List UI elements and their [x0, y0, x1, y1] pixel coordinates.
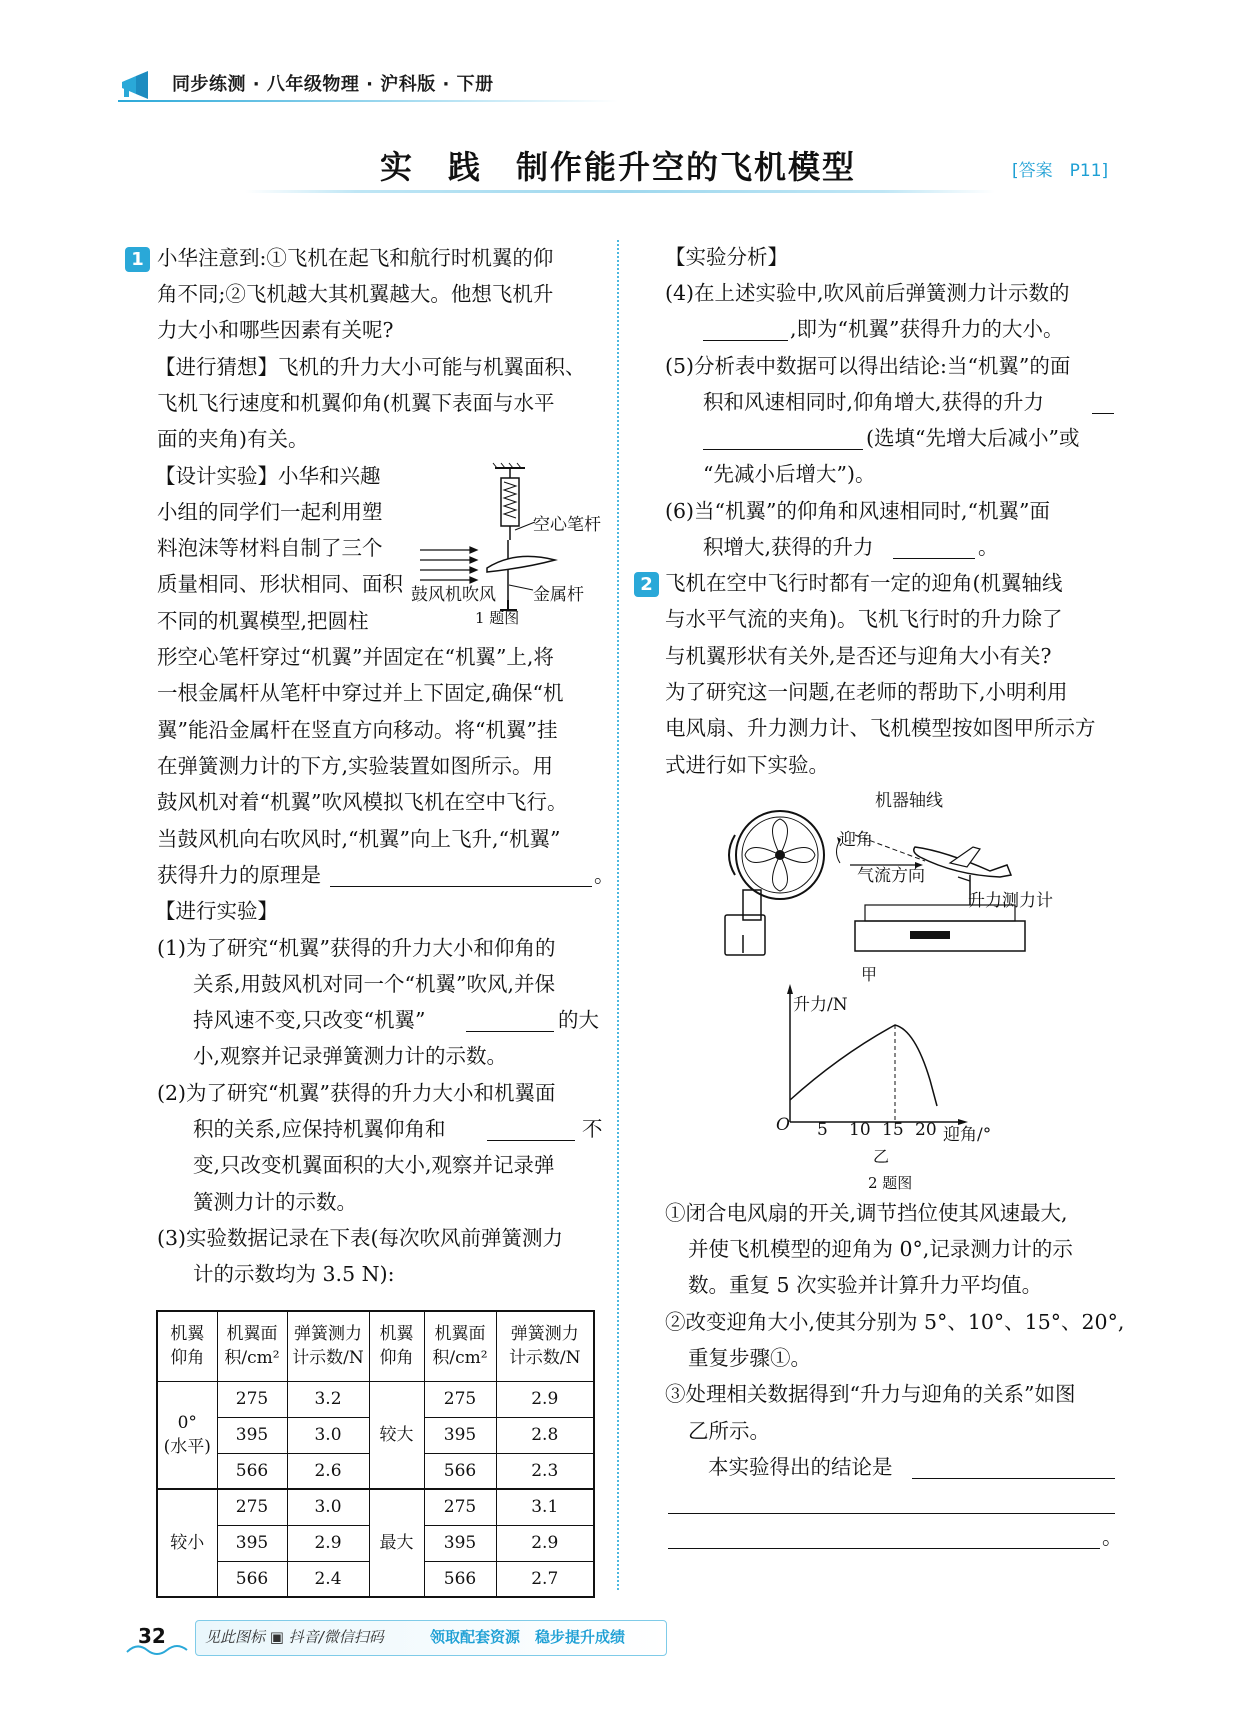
right-line: (选填“先增大后减小”或 [866, 426, 1080, 450]
table-cell: 275 [217, 1489, 287, 1525]
table-cell: 566 [424, 1561, 496, 1597]
figure-2a-label: 升力测力计 [968, 891, 1053, 911]
wave-ornament-icon [125, 1640, 195, 1660]
q2-step: 乙所示。 [688, 1419, 770, 1443]
q1-line: 【进行实验】 [155, 899, 278, 923]
table-cell: 566 [217, 1561, 287, 1597]
graph-tick: 5 [817, 1120, 828, 1140]
q1-line: (1)为了研究“机翼”获得的升力大小和仰角的 [157, 936, 556, 960]
right-line: (5)分析表中数据可以得出结论:当“机翼”的面 [665, 354, 1071, 378]
table-cell: 2.3 [496, 1453, 594, 1489]
answer-blank[interactable] [912, 1478, 1115, 1479]
answer-reference: [答案 P11] [1012, 161, 1109, 181]
q1-line: 积的关系,应保持机翼仰角和 [193, 1117, 446, 1141]
table-cell: 3.0 [287, 1417, 369, 1453]
table-cell: 3.2 [287, 1381, 369, 1417]
q1-line: 【设计实验】小华和兴趣 [155, 464, 381, 488]
table-header [369, 1311, 424, 1381]
page-number: 32 [138, 1624, 166, 1648]
table-header [424, 1311, 496, 1381]
q1-line: 角不同;②飞机越大其机翼越大。他想飞机升 [157, 282, 554, 306]
table-cell: 3.0 [287, 1489, 369, 1525]
q2-step: ②改变迎角大小,使其分别为 5°、10°、15°、20°, [665, 1310, 1125, 1334]
header-line: 仰角 [379, 1348, 414, 1369]
table-cell: 3.1 [496, 1489, 594, 1525]
right-line: ,即为“机翼”获得升力的大小。 [790, 317, 1064, 341]
q2-line: 与水平气流的夹角)。飞机飞行时的升力除了 [665, 607, 1063, 631]
q1-period: 。 [594, 863, 615, 887]
table-cell: 2.9 [496, 1525, 594, 1561]
q1-line: 当鼓风机向右吹风时,“机翼”向上飞升,“机翼” [157, 827, 561, 851]
header-line: 机翼 [170, 1324, 205, 1345]
q1-line: 力大小和哪些因素有关呢? [157, 318, 394, 342]
header-title: 同步练测 · 八年级物理 · 沪科版 · 下册 [172, 74, 494, 95]
page-title: 实 践 制作能升空的飞机模型 [379, 148, 856, 186]
header-line: 机翼 [379, 1324, 414, 1345]
right-line: 积增大,获得的升力 [703, 535, 874, 559]
q1-line: 不同的机翼模型,把圆柱 [157, 609, 369, 633]
q1-line: 形空心笔杆穿过“机翼”并固定在“机翼”上,将 [157, 645, 554, 669]
figure-1-label: 金属杆 [533, 585, 584, 605]
table-cell: 395 [217, 1417, 287, 1453]
footer-resource-text: 领取配套资源 稳步提升成绩 [430, 1628, 626, 1646]
table-cell: 275 [424, 1489, 496, 1525]
table-cell: 2.6 [287, 1453, 369, 1489]
footer-scan-text: 见此图标 ▣ 抖音/微信扫码 [205, 1628, 384, 1646]
q1-line: 获得升力的原理是 [157, 863, 321, 887]
q2-step: 重复步骤①。 [688, 1346, 811, 1370]
angle-cell [157, 1381, 217, 1489]
q2-period: 。 [1102, 1525, 1123, 1549]
header-rule [118, 100, 618, 102]
right-line: (6)当“机翼”的仰角和风速相同时,“机翼”面 [665, 499, 1050, 523]
q2-step: 并使飞机模型的迎角为 0°,记录测力计的示 [688, 1237, 1073, 1261]
q1-line: 小,观察并记录弹簧测力计的示数。 [193, 1044, 508, 1068]
megaphone-icon [118, 70, 158, 100]
header-line: 机翼面 [434, 1324, 486, 1345]
table-header [217, 1311, 287, 1381]
q1-line: 翼”能沿金属杆在竖直方向移动。将“机翼”挂 [157, 718, 558, 742]
right-line: “先减小后增大”)。 [703, 462, 876, 486]
header-line: 积/cm² [432, 1348, 488, 1369]
q1-line: 的大 [558, 1008, 599, 1032]
title-underline [245, 190, 995, 193]
q2-line: 式进行如下实验。 [665, 753, 829, 777]
q1-line: 面的夹角)有关。 [157, 427, 309, 451]
answer-blank[interactable] [1092, 413, 1114, 414]
graph-origin: O [776, 1115, 790, 1135]
table-cell: 2.9 [287, 1525, 369, 1561]
q1-line: 质量相同、形状相同、面积 [157, 572, 403, 596]
q1-line: 一根金属杆从笔杆中穿过并上下固定,确保“机 [157, 681, 564, 705]
table-cell: 275 [217, 1381, 287, 1417]
q1-line: 料泡沫等材料自制了三个 [157, 536, 383, 560]
q1-line: 飞机飞行速度和机翼仰角(机翼下表面与水平 [157, 391, 555, 415]
header-line: 弹簧测力 [510, 1324, 579, 1345]
answer-blank[interactable] [330, 886, 592, 887]
q1-line: (2)为了研究“机翼”获得的升力大小和机翼面 [157, 1081, 556, 1105]
q2-line: 为了研究这一问题,在老师的帮助下,小明利用 [665, 680, 1068, 704]
table-cell: 2.9 [496, 1381, 594, 1417]
answer-blank[interactable] [466, 1031, 554, 1032]
header-line: 计示数/N [508, 1348, 581, 1369]
graph-tick: 15 [882, 1120, 904, 1140]
table-cell: 566 [217, 1453, 287, 1489]
figure-1-label: 空心笔杆 [533, 515, 601, 535]
q1-line: 计的示数均为 3.5 N): [193, 1262, 395, 1286]
q1-line: 簧测力计的示数。 [193, 1190, 357, 1214]
angle-cell: 较小 [157, 1489, 217, 1597]
table-cell: 395 [217, 1525, 287, 1561]
question-number-2: 2 [634, 572, 659, 597]
header-line: 弹簧测力 [294, 1324, 362, 1345]
table-cell: 395 [424, 1525, 496, 1561]
answer-blank[interactable] [668, 1513, 1115, 1514]
header-line: 积/cm² [224, 1348, 280, 1369]
answer-blank[interactable] [703, 449, 863, 450]
q1-line: 变,只改变机翼面积的大小,观察并记录弹 [193, 1153, 555, 1177]
right-line: 【实验分析】 [665, 245, 788, 269]
q1-line: 关系,用鼓风机对同一个“机翼”吹风,并保 [193, 972, 555, 996]
right-line: 积和风速相同时,仰角增大,获得的升力 [703, 390, 1045, 414]
q1-line: 【进行猜想】飞机的升力大小可能与机翼面积、 [155, 355, 586, 379]
q2-step: ③处理相关数据得到“升力与迎角的关系”如图 [665, 1382, 1076, 1406]
figure-2a-label: 气流方向 [857, 866, 925, 886]
header-line: 机翼面 [226, 1324, 278, 1345]
q2-step: 本实验得出的结论是 [708, 1455, 893, 1479]
figure-1-label: 鼓风机吹风 [411, 585, 496, 605]
answer-blank[interactable] [893, 558, 975, 559]
angle-value: 0° [177, 1412, 197, 1433]
q1-line: (3)实验数据记录在下表(每次吹风前弹簧测力 [157, 1226, 564, 1250]
table-cell: 2.8 [496, 1417, 594, 1453]
graph-y-label: 升力/N [793, 995, 848, 1015]
table-cell: 566 [424, 1453, 496, 1489]
angle-value: (水平) [163, 1436, 211, 1457]
table-cell: 395 [424, 1417, 496, 1453]
q1-line: 小组的同学们一起利用塑 [157, 500, 383, 524]
question-number-1: 1 [125, 247, 150, 272]
q1-line: 鼓风机对着“机翼”吹风模拟飞机在空中飞行。 [157, 790, 568, 814]
answer-blank[interactable] [487, 1140, 575, 1141]
table-cell: 275 [424, 1381, 496, 1417]
figure-2a-label: 机器轴线 [875, 791, 943, 811]
q1-line: 持风速不变,只改变“机翼” [193, 1008, 426, 1032]
figure-2b-caption: 乙 [873, 1147, 890, 1166]
table-header [496, 1311, 594, 1381]
table-cell: 2.7 [496, 1561, 594, 1597]
data-table [156, 1310, 595, 1598]
graph-tick: 20 [915, 1120, 937, 1140]
figure-2-caption: 2 题图 [868, 1174, 913, 1192]
header-line: 计示数/N [292, 1348, 364, 1369]
angle-cell: 最大 [369, 1489, 424, 1597]
q2-line: 与机翼形状有关外,是否还与迎角大小有关? [665, 644, 1052, 668]
q2-step: 数。重复 5 次实验并计算升力平均值。 [688, 1273, 1043, 1297]
table-header [157, 1311, 217, 1381]
right-line: (4)在上述实验中,吹风前后弹簧测力计示数的 [665, 281, 1070, 305]
q2-line: 飞机在空中飞行时都有一定的迎角(机翼轴线 [665, 571, 1063, 595]
angle-cell: 较大 [369, 1381, 424, 1489]
graph-x-label: 迎角/° [943, 1125, 992, 1145]
header-line: 仰角 [170, 1348, 205, 1369]
figure-2a-caption: 甲 [861, 965, 878, 984]
figure-1-caption: 1 题图 [475, 609, 520, 627]
column-divider [617, 240, 619, 1590]
q2-step: ①闭合电风扇的开关,调节挡位使其风速最大, [665, 1201, 1068, 1225]
table-cell: 2.4 [287, 1561, 369, 1597]
right-line: 。 [978, 535, 999, 559]
q1-line: 不 [582, 1117, 603, 1141]
answer-blank[interactable] [668, 1548, 1100, 1549]
q1-line: 小华注意到:①飞机在起飞和航行时机翼的仰 [157, 246, 554, 270]
q2-line: 电风扇、升力测力计、飞机模型按如图甲所示方 [665, 716, 1096, 740]
figure-2a-label: 迎角 [839, 830, 873, 850]
answer-blank[interactable] [703, 340, 788, 341]
graph-tick: 10 [849, 1120, 871, 1140]
table-header [287, 1311, 369, 1381]
q1-line: 在弹簧测力计的下方,实验装置如图所示。用 [157, 754, 554, 778]
